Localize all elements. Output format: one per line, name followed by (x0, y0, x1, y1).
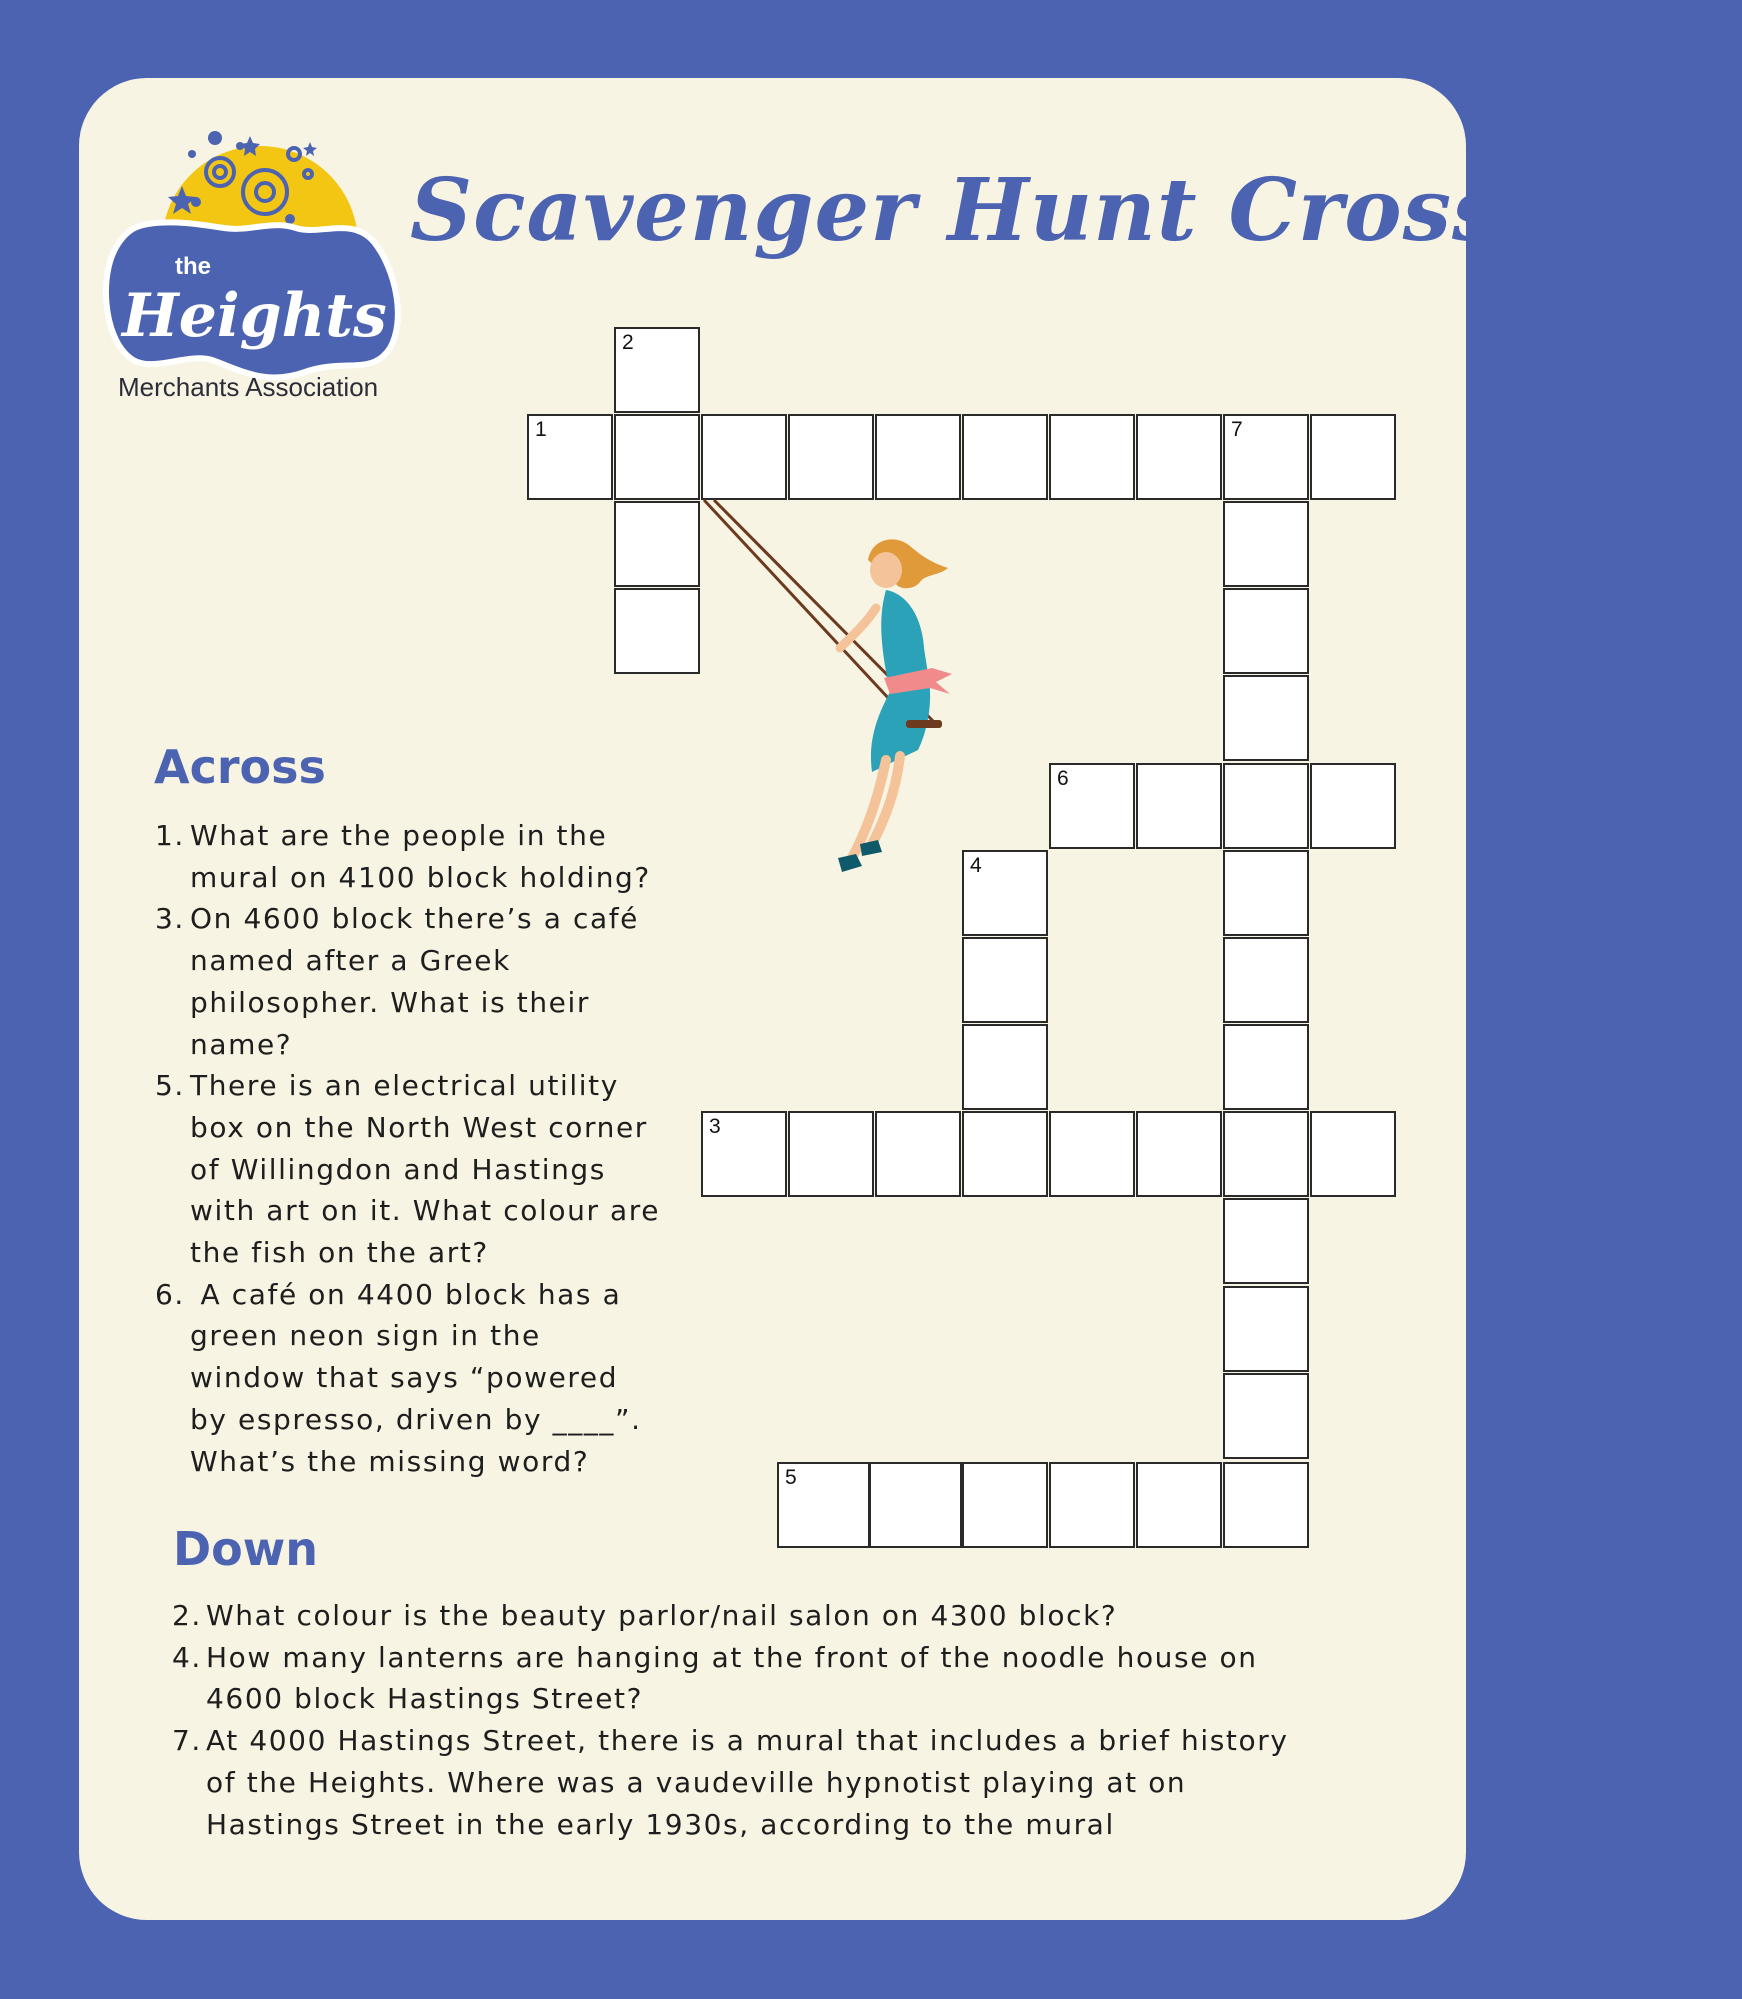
cell[interactable] (788, 414, 874, 500)
down-heading: Down (173, 1522, 319, 1576)
cell-1-across[interactable] (527, 414, 613, 500)
cell[interactable] (1136, 1462, 1222, 1548)
cell[interactable] (869, 1462, 962, 1548)
clue-line: the fish on the art? (190, 1236, 489, 1270)
cell[interactable] (1223, 1462, 1309, 1548)
clue-line: box on the North West corner (190, 1110, 648, 1144)
clue-down-4 (172, 1637, 1372, 1720)
clue-line: 4600 block Hastings Street? (206, 1682, 644, 1716)
cell[interactable] (1223, 1198, 1309, 1284)
clue-line: of the Heights. Where was a vaudeville hypnotist playing at on (206, 1765, 1187, 1799)
clue-across-3 (155, 898, 695, 1065)
cell[interactable] (1223, 1373, 1309, 1459)
clue-line: What colour is the beauty parlor/nail salon on 4300 block? (206, 1599, 1118, 1632)
clue-line: named after a Greek (190, 944, 511, 978)
cell-7-down[interactable] (1223, 414, 1309, 500)
cell[interactable] (1310, 763, 1396, 849)
cell[interactable] (1223, 588, 1309, 674)
cell-6-across[interactable] (1049, 763, 1135, 849)
cell[interactable] (962, 1111, 1048, 1197)
clue-line: green neon sign in the (190, 1319, 541, 1353)
cell-2-down[interactable] (614, 327, 700, 413)
clue-line: What’s the missing word? (190, 1444, 590, 1478)
cell[interactable] (1049, 414, 1135, 500)
logo-subtitle: Merchants Association (118, 372, 379, 402)
cell[interactable] (1223, 1111, 1309, 1197)
cell-3-across[interactable] (701, 1111, 787, 1197)
clue-line: At 4000 Hastings Street, there is a mural that includes a brief history (206, 1724, 1289, 1758)
page-title: Scavenger Hunt Crossword (410, 160, 1742, 261)
cell[interactable] (1136, 763, 1222, 849)
clue-number: 6. (155, 1277, 185, 1311)
cell[interactable] (1049, 1111, 1135, 1197)
cell[interactable] (1223, 763, 1309, 849)
clue-number: 2. (172, 1599, 202, 1632)
cell[interactable] (614, 588, 700, 674)
down-clues (172, 1595, 1372, 1845)
clue-line: Hastings Street in the early 1930s, according to the mural (206, 1807, 1115, 1841)
clue-number: 6 (1057, 767, 1069, 790)
cell[interactable] (1223, 937, 1309, 1023)
clue-number: 3. (155, 902, 185, 936)
cell[interactable] (962, 1462, 1048, 1548)
clue-across-6 (155, 1274, 695, 1483)
logo-name: Heights (122, 281, 387, 351)
clue-line: with art on it. What colour are (190, 1194, 661, 1228)
cell[interactable] (875, 1111, 961, 1197)
clue-down-2 (172, 1595, 1372, 1637)
cell[interactable] (1223, 1024, 1309, 1110)
clue-line: name? (190, 1027, 293, 1061)
clue-number: 7. (172, 1724, 202, 1758)
across-heading: Across (154, 740, 326, 794)
clue-line: On 4600 block there’s a café (190, 902, 639, 936)
clue-number: 1. (155, 819, 185, 852)
clue-number: 4 (970, 854, 982, 877)
clue-line: A café on 4400 block has a (190, 1277, 622, 1311)
cell[interactable] (614, 414, 700, 500)
girl-on-swing-illustration (700, 498, 980, 898)
clue-line: How many lanterns are hanging at the front of the noodle house on (206, 1640, 1258, 1674)
cell[interactable] (962, 1024, 1048, 1110)
clue-number: 3 (709, 1115, 721, 1138)
clue-number: 7 (1231, 418, 1243, 441)
logo-the: the (175, 253, 211, 280)
clue-number: 5. (155, 1069, 185, 1103)
clue-line: window that says “powered (190, 1361, 619, 1395)
across-clues (155, 815, 695, 1482)
clue-line: What are the people in the (190, 819, 608, 852)
clue-line: mural on 4100 block holding? (190, 860, 651, 894)
cell[interactable] (1223, 675, 1309, 761)
clue-number: 4. (172, 1640, 202, 1674)
clue-number: 1 (535, 418, 547, 441)
clue-number: 5 (785, 1466, 797, 1489)
cell[interactable] (962, 937, 1048, 1023)
clue-across-1 (155, 815, 695, 898)
cell[interactable] (1310, 1111, 1396, 1197)
cell[interactable] (614, 501, 700, 587)
cell[interactable] (875, 414, 961, 500)
clue-across-5 (155, 1065, 695, 1274)
cell[interactable] (1136, 414, 1222, 500)
clue-line: by espresso, driven by ____”. (190, 1402, 642, 1436)
cell[interactable] (1049, 1462, 1135, 1548)
cell[interactable] (701, 414, 787, 500)
clue-down-7 (172, 1720, 1372, 1845)
cell[interactable] (788, 1111, 874, 1197)
clue-line: of Willingdon and Hastings (190, 1152, 606, 1186)
heights-logo (100, 124, 400, 414)
cell-5-across[interactable] (777, 1462, 870, 1548)
clue-line: There is an electrical utility (190, 1069, 619, 1103)
cell[interactable] (1223, 1286, 1309, 1372)
cell[interactable] (1310, 414, 1396, 500)
clue-number: 2 (622, 331, 634, 354)
clue-line: philosopher. What is their (190, 985, 590, 1019)
cell[interactable] (1136, 1111, 1222, 1197)
cell[interactable] (1223, 850, 1309, 936)
cell[interactable] (962, 414, 1048, 500)
cell[interactable] (1223, 501, 1309, 587)
